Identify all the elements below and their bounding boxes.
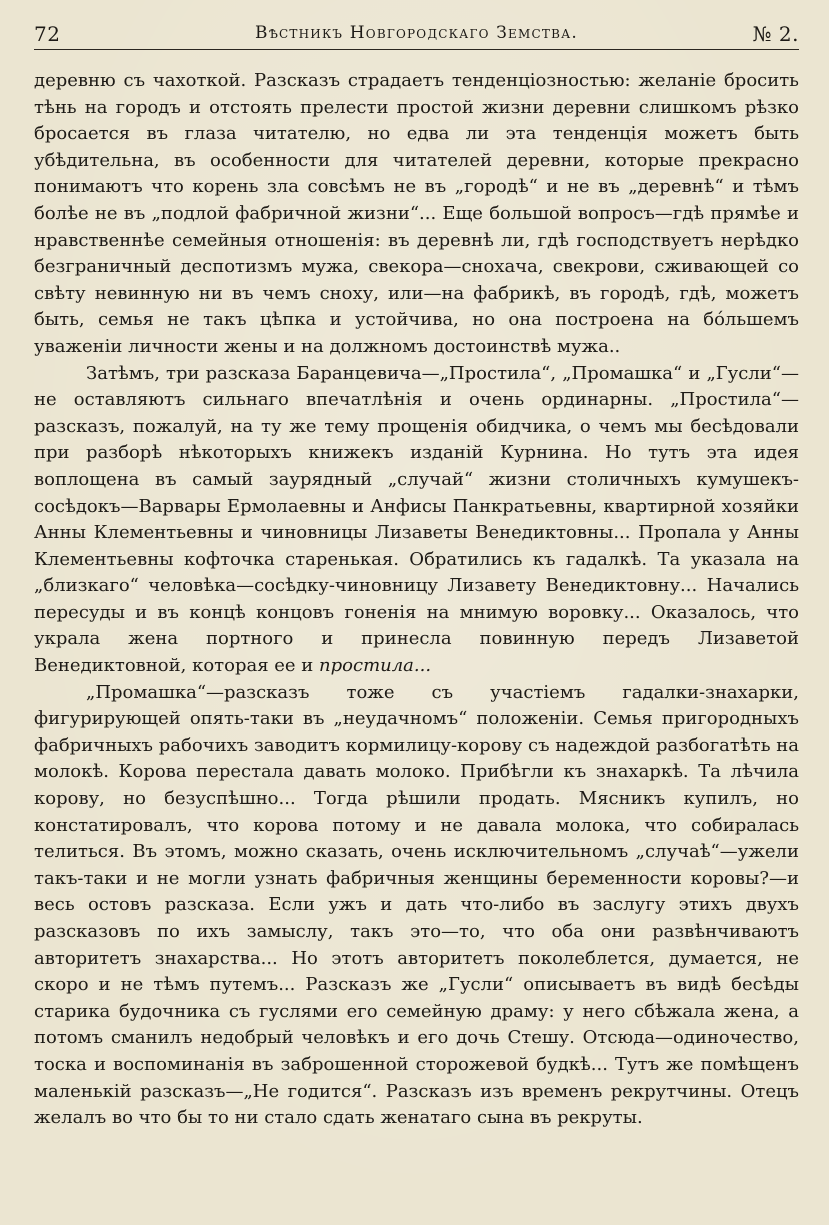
italic-word: простила... (319, 655, 432, 677)
article-body (34, 68, 799, 1132)
running-header (34, 14, 799, 50)
paragraph-continuation: деревню съ чахоткой. Разсказъ страдаетъ тенденціозностью: желаніе бросить тѣнь на городъ и отстоять прелести простой жизни деревни слишкомъ рѣзко бросается въ глаза читателю, но едва ли эта тенденція можетъ быть убѣдительна, въ особенности для читателей деревни, которые прекрасно понимаютъ что корень зла совсѣмъ не въ „городѣ“ и не въ „деревнѣ“ и тѣмъ болѣе не въ „подлой фабричной жизни“... Еще большой вопросъ—гдѣ прямѣе и нравственнѣе семейныя отношенія: въ деревнѣ ли, гдѣ господствуетъ нерѣдко безграничный деспотизмъ мужа, свекора—снохача, свекрови, сживающей со свѣту невинную ни въ чемъ сноху, или—на фабрикѣ, въ городѣ, гдѣ, можетъ быть, семья не такъ цѣпка и устойчива, но она построена на бóльшемъ уваженіи личности жены и на должномъ достоинствѣ мужа.. (34, 70, 799, 357)
paragraph-barantsevich-stories (34, 361, 799, 680)
header-rule (34, 49, 799, 50)
page-number: 72 (34, 22, 61, 46)
issue-number: № 2. (752, 22, 799, 46)
running-title: Вѣстникъ Новгородскаго Земства. (255, 23, 578, 43)
paragraph-promashka: „Промашка“—разсказъ тоже съ участіемъ гадалки-знахарки, фигурирующей опять-таки въ „неудачномъ“ положеніи. Семья пригородныхъ фабричныхъ рабочихъ заводитъ кормилицу-корову съ надеждой разбогатѣть на молокѣ. Корова перестала давать молоко. Прибѣгли къ знахаркѣ. Та лѣчила корову, но безуспѣшно... Тогда рѣшили продать. Мясникъ купилъ, но констатировалъ, что корова потому и не давала молока, что собиралась телиться. Въ этомъ, можно сказать, очень исключительномъ „случаѣ“—ужели такъ-таки и не могли узнать фабричныя женщины беременности коровы?—и весь остовъ разсказа. Если ужъ и дать что-либо въ заслугу этихъ двухъ разсказовъ по ихъ замыслу, такъ это—то, что оба они развѣнчиваютъ авторитетъ знахарства... Но этотъ авторитетъ поколеблется, думается, не скоро и не тѣмъ путемъ... Разсказъ же „Гусли“ описываетъ въ видѣ бесѣды старика будочника съ гуслями его семейную драму: у него сбѣжала жена, а потомъ сманилъ недобрый человѣкъ и его дочь Стешу. Отсюда—одиночество, тоска и воспоминанія въ заброшенной сторожевой будкѣ... Тутъ же помѣщенъ маленькій разсказъ—„Не годится“. Разсказъ изъ временъ рекрутчины. Отецъ желалъ во что бы то ни стало сдать женатаго сына въ рекруты. (34, 681, 799, 1129)
paragraph-text: Затѣмъ, три разсказа Баранцевича—„Простила“, „Промашка“ и „Гусли“—не оставляютъ сильнаго впечатлѣнія и очень ординарны. „Простила“—разсказъ, пожалуй, на ту же тему прощенія обидчика, о чемъ мы бесѣдовали при разборѣ нѣкоторыхъ книжекъ изданій Курнина. Но тутъ эта идея воплощена въ самый заурядный „случай“ жизни столичныхъ кумушекъ-сосѣдокъ—Варвары Ермолаевны и Анфисы Панкратьевны, квартирной хозяйки Анны Клементьевны и чиновницы Лизаветы Венедиктовны... Пропала у Анны Клементьевны кофточка старенькая. Обратились къ гадалкѣ. Та указала на „близкаго“ человѣка—сосѣдку-чиновницу Лизавету Венедиктовну... Начались пересуды и въ концѣ концовъ гоненія на мнимую воровку... Оказалось, что украла жена портного и принесла повинную передъ Лизаветой Венедиктовной, которая ее и (34, 362, 799, 677)
